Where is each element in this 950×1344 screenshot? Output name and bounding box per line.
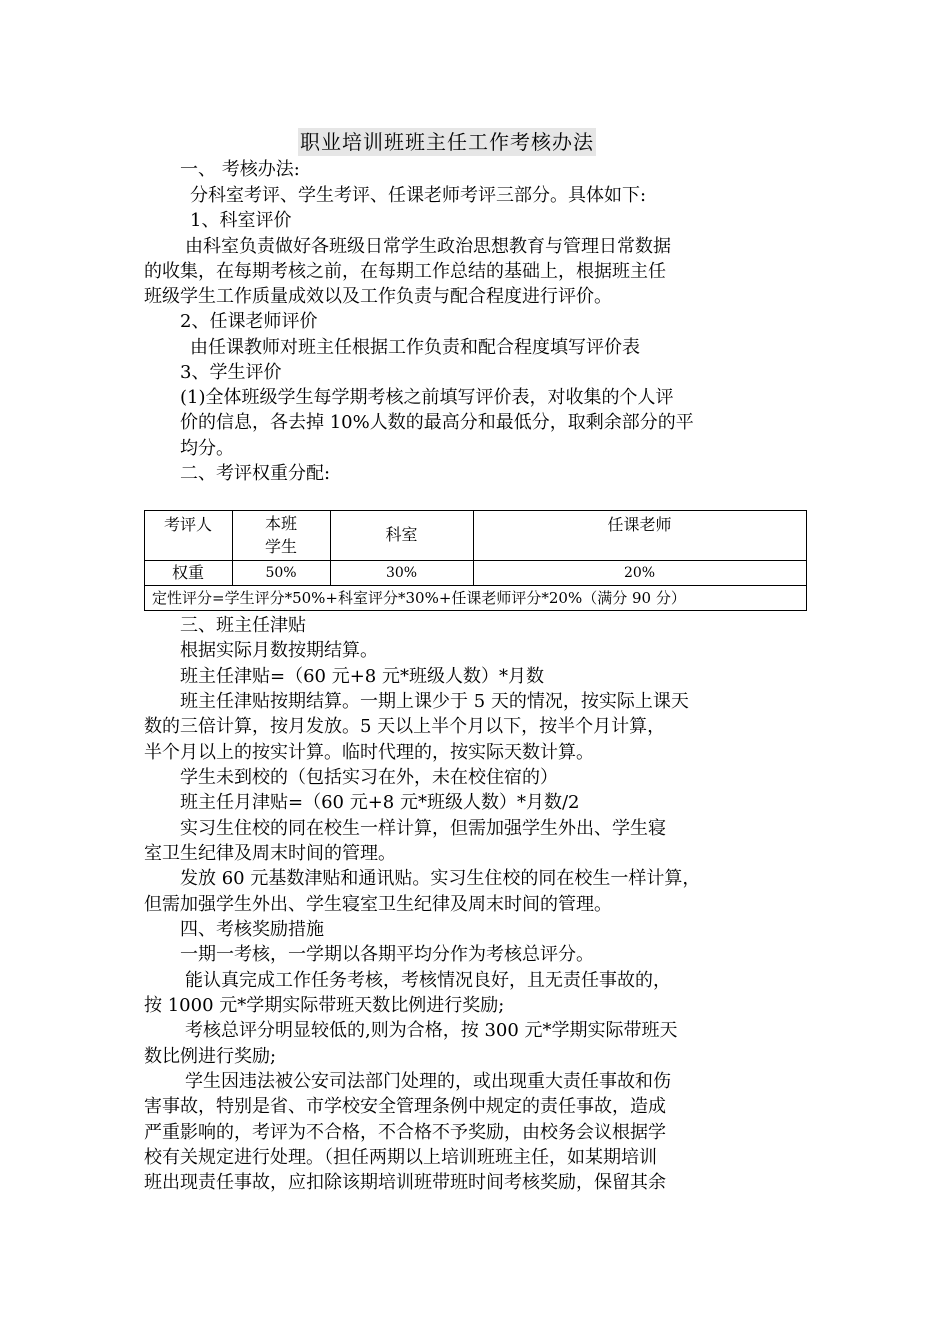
paragraph-line: 数的三倍计算，按月发放。5 天以上半个月以下，按半个月计算， <box>144 716 666 737</box>
formula-line: 班主任月津贴=（60 元+8 元*班级人数）*月数/2 <box>180 792 580 813</box>
table-cell-department-weight: 30% <box>385 565 418 581</box>
paragraph-line: 数比例进行奖励; <box>144 1046 277 1067</box>
formula-line: 班主任津贴=（60 元+8 元*班级人数）*月数 <box>180 666 544 687</box>
paragraph-line: 由任课教师对班主任根据工作负责和配合程度填写评价表 <box>190 337 640 358</box>
section-heading: 一、 考核办法: <box>180 159 300 180</box>
table-header-students: 学生 <box>264 537 297 556</box>
paragraph-line: 严重影响的，考评为不合格，不合格不予奖励，由校务会议根据学 <box>144 1122 666 1143</box>
paragraph-line: 的收集，在每期考核之前，在每期工作总结的基础上，根据班主任 <box>144 261 666 282</box>
paragraph-line: 均分。 <box>180 438 234 459</box>
paragraph-line: 考核总评分明显较低的,则为合格，按 300 元*学期实际带班天 <box>185 1020 678 1041</box>
paragraph-line: (1)全体班级学生每学期考核之前填写评价表，对收集的个人评 <box>180 387 674 408</box>
table-header-evaluator: 考评人 <box>163 515 212 534</box>
paragraph-line: 室卫生纪律及周末时间的管理。 <box>144 843 396 864</box>
paragraph-line: 班级学生工作质量成效以及工作负责与配合程度进行评价。 <box>144 286 612 307</box>
table-row-label: 权重 <box>171 563 204 582</box>
paragraph-line: 分科室考评、学生考评、任课老师考评三部分。具体如下: <box>190 185 647 206</box>
table-cell-student-weight: 50% <box>265 565 297 581</box>
paragraph-line: 班出现责任事故，应扣除该期培训班带班时间考核奖励，保留其余 <box>144 1172 666 1193</box>
paragraph-line: 半个月以上的按实计算。临时代理的，按实际天数计算。 <box>144 742 594 763</box>
table-cell-teacher-weight: 20% <box>623 565 656 581</box>
subsection-heading: 2、任课老师评价 <box>180 311 318 332</box>
subsection-heading: 1、科室评价 <box>190 210 292 231</box>
paragraph-line: 能认真完成工作任务考核，考核情况良好，且无责任事故的， <box>185 970 671 991</box>
paragraph-line: 学生因违法被公安司法部门处理的，或出现重大责任事故和伤 <box>185 1071 671 1092</box>
paragraph-line: 价的信息，各去掉 10%人数的最高分和最低分，取剩余部分的平 <box>180 412 694 433</box>
paragraph-line: 按 1000 元*学期实际带班天数比例进行奖励; <box>144 995 505 1016</box>
paragraph-line: 发放 60 元基数津贴和通讯贴。实习生住校的同在校生一样计算， <box>180 868 701 889</box>
weight-table <box>144 510 807 611</box>
paragraph-line: 校有关规定进行处理。（担任两期以上培训班班主任，如某期培训 <box>144 1147 657 1168</box>
paragraph-line: 实习生住校的同在校生一样计算，但需加强学生外出、学生寝 <box>180 818 666 839</box>
paragraph-line: 一期一考核，一学期以各期平均分作为考核总评分。 <box>180 944 594 965</box>
table-header-class: 本班 <box>264 514 297 533</box>
paragraph-line: 由科室负责做好各班级日常学生政治思想教育与管理日常数据 <box>185 236 671 257</box>
section-heading: 三、班主任津贴 <box>180 615 306 636</box>
table-header-department: 科室 <box>385 525 418 544</box>
paragraph-line: 班主任津贴按期结算。一期上课少于 5 天的情况，按实际上课天 <box>180 691 689 712</box>
section-heading: 二、考评权重分配: <box>180 463 331 484</box>
paragraph-line: 学生未到校的（包括实习在外，未在校住宿的） <box>180 767 558 788</box>
paragraph-line: 根据实际月数按期结算。 <box>180 640 378 661</box>
paragraph-line: 但需加强学生外出、学生寝室卫生纪律及周末时间的管理。 <box>144 894 612 915</box>
table-header-teachers: 任课老师 <box>607 515 672 534</box>
paragraph-line: 害事故，特别是省、市学校安全管理条例中规定的责任事故，造成 <box>144 1096 666 1117</box>
subsection-heading: 3、学生评价 <box>180 362 282 383</box>
document-title: 职业培训班班主任工作考核办法 <box>300 130 594 154</box>
section-heading: 四、考核奖励措施 <box>180 919 324 940</box>
table-formula: 定性评分=学生评分*50%+科室评分*30%+任课老师评分*20%（满分 90 分） <box>152 589 686 607</box>
